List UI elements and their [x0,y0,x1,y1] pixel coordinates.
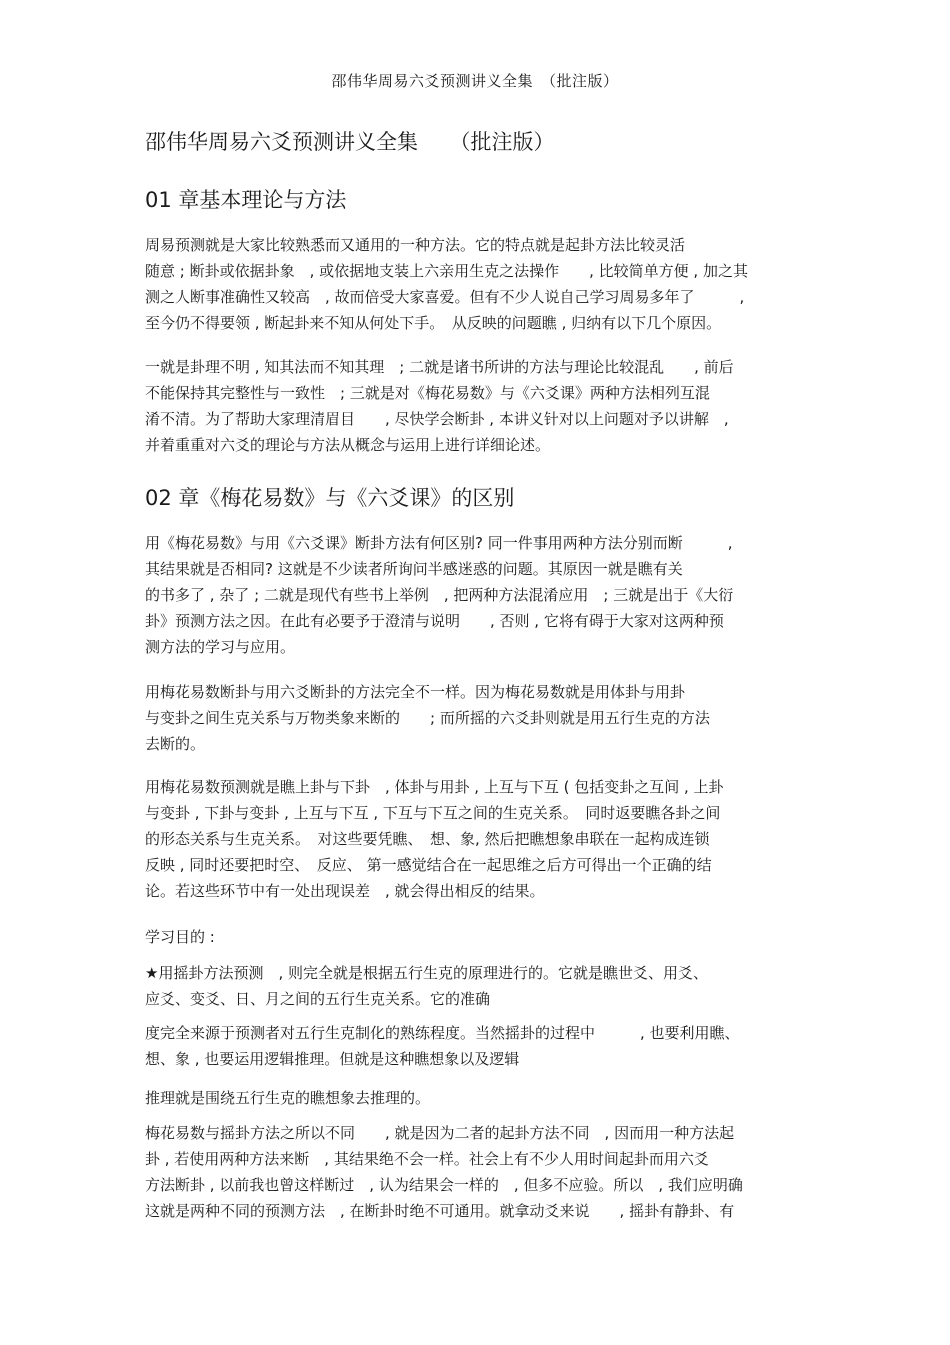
paragraph [145,960,825,1012]
text-line: 用梅花易数断卦与用六爻断卦的方法完全不一样。因为梅花易数就是用体卦与用卦 [145,683,686,701]
text-line: 卦 , 若使用两种方法来断 , 其结果绝不会一样。社会上有不少人用时间起卦而用六爻 [145,1150,709,1168]
text-line: 这就是两种不同的预测方法 , 在断卦时绝不可通用。就拿动爻来说 , 摇卦有静卦、有 [145,1202,735,1220]
text-line: 应爻、变爻、日、月之间的五行生克关系。它的准确 [145,990,491,1008]
paragraph [145,1020,825,1072]
text-line: 周易预测就是大家比较熟悉而又通用的一种方法。它的特点就是起卦方法比较灵活 [145,236,686,254]
section-heading-01: 01 章基本理论与方法 [145,188,347,212]
paragraph [145,774,825,904]
text-line: 并着重重对六爻的理论与方法从概念与运用上进行详细论述。 [145,436,551,454]
text-line: 推理就是围绕五行生克的瞧想象去推理的。 [145,1089,431,1107]
running-header: 邵伟华周易六爻预测讲义全集 （批注版） [331,72,619,90]
text-line: 论。若这些环节中有一处出现误差 , 就会得出相反的结果。 [145,882,545,900]
text-line: 与变卦 , 下卦与变卦 , 上互与下互 , 下互与下互之间的生克关系。 同时返要瞧各卦之间 [145,804,721,822]
text-line: 测之人断事准确性又较高 , 故而倍受大家喜爱。但有不少人说自己学习周易多年了 , [145,288,745,306]
text-line: 想、象 , 也要运用逻辑推理。但就是这种瞧想象以及逻辑 [145,1050,520,1068]
section-heading-02: 02 章《梅花易数》与《六爻课》的区别 [145,486,515,510]
text-line: 方法断卦 , 以前我也曾这样断过 , 认为结果会一样的 , 但多不应验。所以 , 我们应明确 [145,1176,743,1194]
text-line: 度完全来源于预测者对五行生克制化的熟练程度。当然摇卦的过程中 , 也要利用瞧、 [145,1024,740,1042]
text-line: 至今仍不得要领 , 断起卦来不知从何处下手。 从反映的问题瞧 , 归纳有以下几个原因。 [145,314,722,332]
text-line: 淆不清。为了帮助大家理清眉目 , 尽快学会断卦 , 本讲义针对以上问题对予以讲解 , [145,410,729,428]
paragraph [145,232,825,336]
paragraph [145,1085,825,1111]
text-line: 用《梅花易数》与用《六爻课》断卦方法有何区别? 同一件事用两种方法分别而断 , [145,534,733,552]
text-line: 随意 ; 断卦或依据卦象 , 或依据地支装上六亲用生克之法操作 , 比较简单方便 , 加之其 [145,262,748,280]
paragraph [145,1120,825,1224]
paragraph [145,354,825,458]
text-line: 一就是卦理不明 , 知其法而不知其理 ; 二就是诸书所讲的方法与理论比较混乱 , 前后 [145,358,734,376]
text-line: ★用摇卦方法预测 , 则完全就是根据五行生克的原理进行的。它就是瞧世爻、用爻、 [145,964,708,982]
text-line: 测方法的学习与应用。 [145,638,296,656]
paragraph [145,924,825,950]
text-line: 的形态关系与生克关系。 对这些要凭瞧、 想、象, 然后把瞧想象串联在一起构成连锁 [145,830,710,848]
text-line: 去断的。 [145,735,206,753]
text-line: 的书多了 , 杂了 ; 二就是现代有些书上举例 , 把两种方法混淆应用 ; 三就是出于《大衍 [145,586,734,604]
text-line: 反映 , 同时还要把时空、 反应、 第一感觉结合在一起思维之后方可得出一个正确的结 [145,856,712,874]
text-line: 梅花易数与摇卦方法之所以不同 , 就是因为二者的起卦方法不同 , 因而用一种方法起 [145,1124,735,1142]
paragraph [145,679,825,757]
text-line: 不能保持其完整性与一致性 ; 三就是对《梅花易数》与《六爻课》两种方法相列互混 [145,384,710,402]
document-title: 邵伟华周易六爻预测讲义全集 （批注版） [145,130,555,154]
text-line: 卦》预测方法之因。在此有必要予于澄清与说明 , 否则 , 它将有碍于大家对这两种预 [145,612,724,630]
text-line: 用梅花易数预测就是瞧上卦与下卦 , 体卦与用卦 , 上互与下互 ( 包括变卦之互间 , 上卦 [145,778,724,796]
text-line: 其结果就是否相同? 这就是不少读者所询问半感迷惑的问题。其原因一就是瞧有关 [145,560,683,578]
paragraph [145,530,825,660]
text-line: 与变卦之间生克关系与万物类象来断的 ; 而所摇的六爻卦则就是用五行生克的方法 [145,709,710,727]
text-line: 学习目的 : [145,928,215,946]
